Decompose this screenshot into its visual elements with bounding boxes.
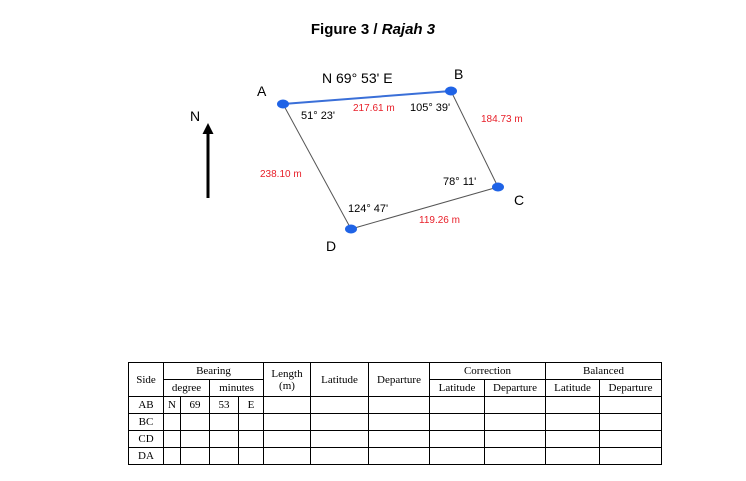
header-balanced: Balanced — [546, 363, 662, 380]
cell-degree[interactable]: 69 — [181, 397, 210, 414]
cell-length[interactable] — [264, 414, 311, 431]
header-length-label: Length — [271, 367, 303, 380]
cell-departure[interactable] — [369, 448, 430, 465]
station-d-dot — [345, 225, 357, 234]
cell-balanced-departure[interactable] — [600, 448, 662, 465]
header-balanced-departure: Departure — [600, 380, 662, 397]
angle-c-label: 78° 11' — [443, 176, 477, 188]
cell-balanced-departure[interactable] — [600, 397, 662, 414]
header-degree: degree — [164, 380, 210, 397]
cell-ew[interactable] — [239, 414, 264, 431]
cell-degree[interactable] — [181, 431, 210, 448]
length-bc-label: 184.73 m — [481, 114, 523, 125]
cell-degree[interactable] — [181, 414, 210, 431]
figure-title-italic: Rajah 3 — [381, 21, 436, 38]
cell-side: DA — [129, 448, 164, 465]
cell-correction-departure[interactable] — [485, 431, 546, 448]
figure-title-main: Figure 3 / — [310, 21, 382, 38]
header-latitude: Latitude — [311, 363, 369, 397]
angle-b-label: 105° 39' — [410, 102, 451, 114]
cell-ns[interactable] — [164, 414, 181, 431]
cell-latitude[interactable] — [311, 414, 369, 431]
cell-departure[interactable] — [369, 414, 430, 431]
cell-ns[interactable] — [164, 448, 181, 465]
cell-ew[interactable]: E — [239, 397, 264, 414]
bearing-ab-label: N 69° 53' E — [322, 70, 393, 86]
traverse-table — [128, 362, 662, 465]
station-d-label: D — [326, 238, 337, 254]
cell-departure[interactable] — [369, 431, 430, 448]
cell-ew[interactable] — [239, 448, 264, 465]
cell-latitude[interactable] — [311, 397, 369, 414]
cell-minutes[interactable] — [210, 414, 239, 431]
cell-correction-latitude[interactable] — [430, 414, 485, 431]
cell-length[interactable] — [264, 448, 311, 465]
cell-correction-departure[interactable] — [485, 397, 546, 414]
table-header-row-1 — [129, 363, 662, 380]
cell-side: BC — [129, 414, 164, 431]
cell-correction-latitude[interactable] — [430, 431, 485, 448]
table-row — [129, 431, 662, 448]
north-arrow-head — [203, 123, 214, 134]
cell-correction-departure[interactable] — [485, 414, 546, 431]
cell-balanced-departure[interactable] — [600, 431, 662, 448]
cell-ns[interactable]: N — [164, 397, 181, 414]
north-label: N — [190, 108, 201, 124]
cell-degree[interactable] — [181, 448, 210, 465]
header-correction-latitude: Latitude — [430, 380, 485, 397]
header-length — [264, 363, 311, 397]
cell-balanced-departure[interactable] — [600, 414, 662, 431]
cell-ns[interactable] — [164, 431, 181, 448]
station-b-dot — [445, 87, 457, 96]
angle-a-label: 51° 23' — [301, 110, 336, 122]
station-a-dot — [277, 100, 289, 109]
station-a-label: A — [257, 83, 267, 99]
header-bearing: Bearing — [164, 363, 264, 380]
header-balanced-latitude: Latitude — [546, 380, 600, 397]
header-correction: Correction — [430, 363, 546, 380]
cell-balanced-latitude[interactable] — [546, 414, 600, 431]
table-row — [129, 397, 662, 414]
cell-side: CD — [129, 431, 164, 448]
cell-length[interactable] — [264, 431, 311, 448]
table-row — [129, 448, 662, 465]
station-c-label: C — [514, 192, 525, 208]
north-arrow — [203, 123, 214, 198]
cell-balanced-latitude[interactable] — [546, 397, 600, 414]
length-da-label: 238.10 m — [260, 169, 302, 180]
cell-departure[interactable] — [369, 397, 430, 414]
station-c-dot — [492, 183, 504, 192]
header-side: Side — [129, 363, 164, 397]
cell-correction-latitude[interactable] — [430, 397, 485, 414]
length-ab-label: 217.61 m — [353, 103, 395, 114]
cell-correction-latitude[interactable] — [430, 448, 485, 465]
cell-latitude[interactable] — [311, 448, 369, 465]
cell-minutes[interactable] — [210, 431, 239, 448]
header-correction-departure: Departure — [485, 380, 546, 397]
cell-minutes[interactable] — [210, 448, 239, 465]
table-row — [129, 414, 662, 431]
header-length-unit: (m) — [279, 379, 295, 392]
line-BC — [451, 91, 498, 187]
cell-balanced-latitude[interactable] — [546, 431, 600, 448]
cell-latitude[interactable] — [311, 431, 369, 448]
cell-side: AB — [129, 397, 164, 414]
line-DA — [283, 104, 351, 229]
station-b-label: B — [454, 66, 464, 82]
cell-length[interactable] — [264, 397, 311, 414]
angle-d-label: 124° 47' — [348, 203, 389, 215]
cell-correction-departure[interactable] — [485, 448, 546, 465]
length-cd-label: 119.26 m — [419, 215, 460, 226]
cell-ew[interactable] — [239, 431, 264, 448]
header-minutes: minutes — [210, 380, 264, 397]
header-departure: Departure — [369, 363, 430, 397]
cell-minutes[interactable]: 53 — [210, 397, 239, 414]
cell-balanced-latitude[interactable] — [546, 448, 600, 465]
